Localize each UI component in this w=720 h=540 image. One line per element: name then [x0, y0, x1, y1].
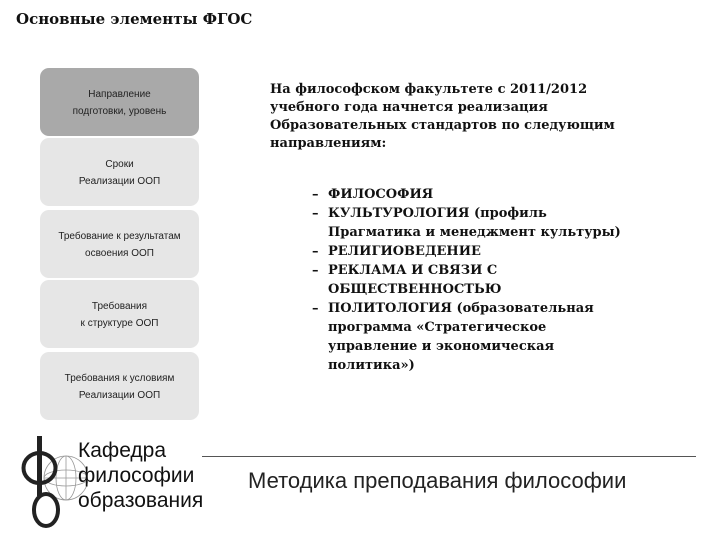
dash-bullet: – — [312, 263, 319, 278]
box-line: подготовки, уровень — [72, 106, 167, 117]
box-line: Требование к результатам — [58, 231, 181, 242]
direction-line: программа «Стратегическое — [328, 320, 547, 335]
direction-line: Прагматика и менеджмент культуры) — [328, 225, 621, 240]
direction-item — [312, 242, 712, 261]
direction-item — [312, 299, 712, 375]
fgos-box-direction[interactable] — [40, 68, 199, 136]
logo-line: образования — [78, 489, 204, 512]
dash-bullet: – — [312, 244, 319, 259]
direction-item — [312, 204, 712, 242]
dash-bullet: – — [312, 187, 319, 202]
direction-line: ФИЛОСОФИЯ — [328, 187, 434, 202]
direction-line: ОБЩЕСТВЕННОСТЬЮ — [328, 282, 502, 297]
page-title: Основные элементы ФГОС — [16, 10, 253, 28]
direction-line: политика») — [328, 358, 415, 373]
dash-bullet: – — [312, 301, 319, 316]
directions-list — [312, 185, 712, 375]
direction-line: ПОЛИТОЛОГИЯ (образовательная — [328, 301, 594, 316]
intro-line: направлениям: — [270, 136, 387, 151]
box-line: Требования к условиям — [64, 373, 175, 384]
department-logo — [18, 432, 204, 532]
direction-line: управление и экономическая — [328, 339, 555, 354]
logo-line: философии — [78, 464, 195, 487]
dash-bullet: – — [312, 206, 319, 221]
direction-line: РЕКЛАМА И СВЯЗИ С — [328, 263, 498, 278]
box-line: Сроки — [105, 159, 134, 170]
direction-line: РЕЛИГИОВЕДЕНИЕ — [328, 244, 481, 259]
footer-course-title: Методика преподавания философии — [248, 468, 627, 493]
fgos-box-conditions[interactable] — [40, 352, 199, 420]
logo-text — [78, 438, 203, 513]
direction-line: КУЛЬТУРОЛОГИЯ (профиль — [328, 206, 547, 221]
box-line: Реализации ООП — [78, 176, 161, 187]
fgos-box-results[interactable] — [40, 210, 199, 278]
direction-item — [312, 261, 712, 299]
intro-paragraph — [270, 81, 690, 153]
box-line: Реализации ООП — [78, 390, 161, 401]
logo-line: Кафедра — [78, 439, 167, 462]
box-line: освоения ООП — [85, 248, 154, 259]
intro-line: На философском факультете с 2011/2012 — [270, 82, 588, 97]
direction-item — [312, 185, 712, 204]
intro-line: учебного года начнется реализация — [270, 100, 548, 115]
box-line: к структуре ООП — [80, 318, 159, 329]
box-line: Требования — [91, 301, 148, 312]
box-line: Направление — [88, 89, 151, 100]
fgos-box-structure[interactable] — [40, 280, 199, 348]
intro-line: Образовательных стандартов по следующим — [270, 118, 615, 133]
footer-divider — [202, 456, 696, 457]
fgos-box-terms[interactable] — [40, 138, 199, 206]
